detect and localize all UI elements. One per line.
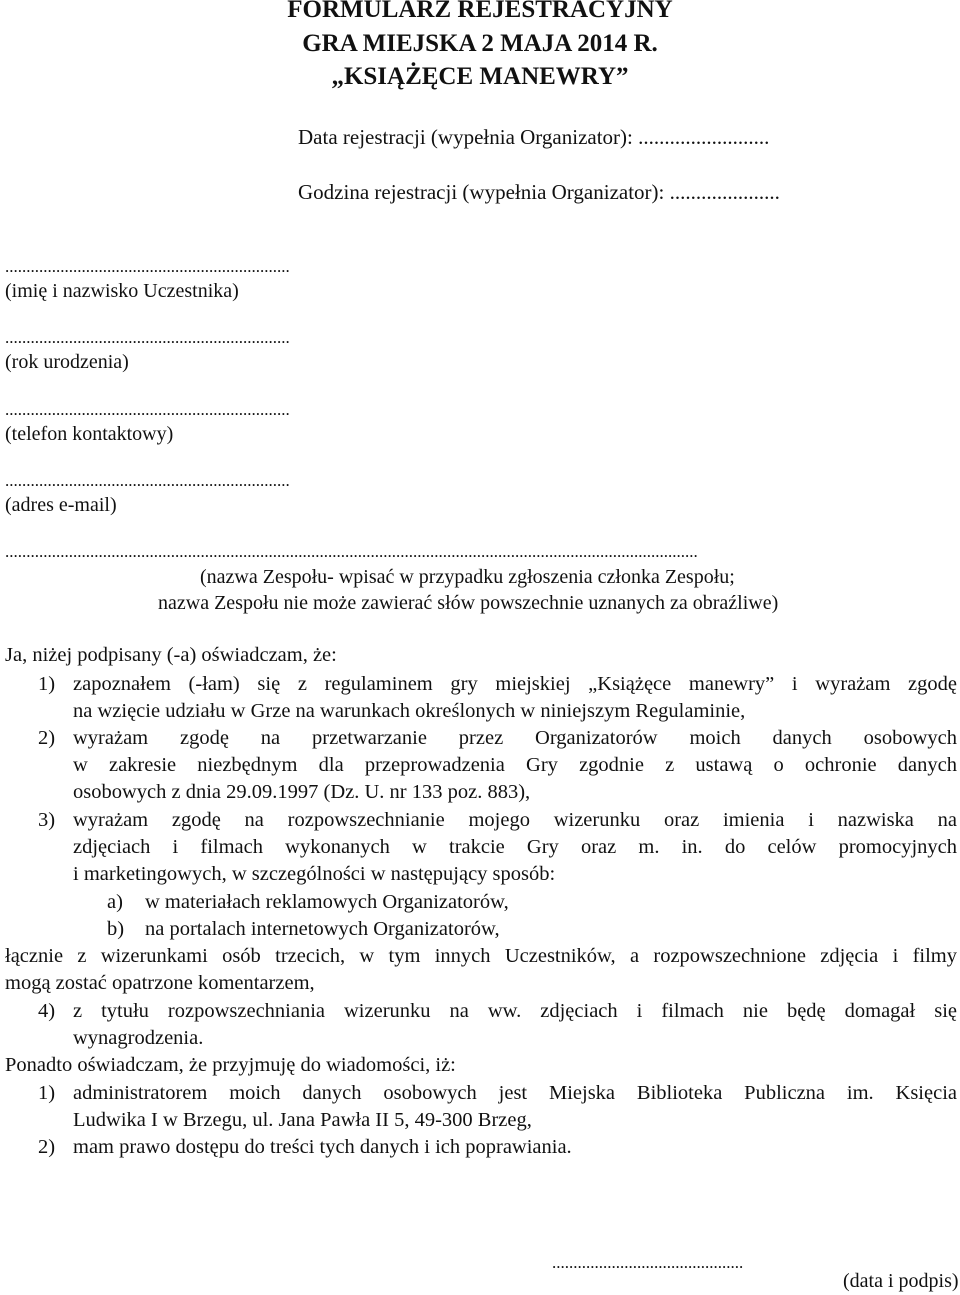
item-3-line3: i marketingowych, w szczególności w następujący sposób: xyxy=(73,863,556,885)
ack-1-line2: Ludwika I w Brzegu, ul. Jana Pawła II 5, 49-300 Brzeg, xyxy=(73,1109,532,1131)
ack-number-1: 1) xyxy=(38,1082,56,1104)
subitem-b-label: b) xyxy=(107,918,125,940)
item-number-3: 3) xyxy=(38,809,56,831)
email-field-dots[interactable]: ................................................................... xyxy=(5,471,290,490)
declaration-intro: Ja, niżej podpisany (-a) oświadczam, że: xyxy=(5,644,337,666)
registration-date-line: Data rejestracji (wypełnia Organizator): ......................... xyxy=(298,125,770,149)
team-field-dots[interactable]: ................................................................................................................................................................... xyxy=(5,542,698,561)
item-1-line1: zapoznałem (-łam) się z regulaminem gry miejskiej „Książęce manewry” i wyrażam zgodę xyxy=(73,673,957,695)
event-title: GRA MIEJSKA 2 MAJA 2014 R. xyxy=(302,30,658,57)
form-title: FORMULARZ REJESTRACYJNY xyxy=(287,0,673,23)
item-3-line1: wyrażam zgodę na rozpowszechnianie mojego wizerunku oraz imienia i nazwiska na xyxy=(73,809,957,831)
ack-2-line1: mam prawo dostępu do treści tych danych i ich poprawiania. xyxy=(73,1136,572,1158)
item-number-2: 2) xyxy=(38,727,56,749)
event-name: „KSIĄŻĘCE MANEWRY” xyxy=(331,63,629,90)
signature-dots[interactable]: ............................................. xyxy=(552,1253,744,1272)
signature-label: (data i podpis) xyxy=(843,1270,959,1292)
item-1-line2: na wzięcie udziału w Grze na warunkach określonych w niniejszym Regulaminie, xyxy=(73,700,746,722)
item-4-line1: z tytułu rozpowszechniania wizerunku na ww. zdjęciach i filmach nie będę domagał się xyxy=(73,1000,957,1022)
email-label: (adres e-mail) xyxy=(5,494,117,516)
phone-field-dots[interactable]: ................................................................... xyxy=(5,400,290,419)
item-2-line2: w zakresie niezbędnym dla przeprowadzenia Gry zgodnie z ustawą o ochronie danych xyxy=(73,754,957,776)
item-4-line2: wynagrodzenia. xyxy=(73,1027,204,1049)
registration-time-line: Godzina rejestracji (wypełnia Organizator): ..................... xyxy=(298,180,780,204)
item-number-1: 1) xyxy=(38,673,56,695)
name-label: (imię i nazwisko Uczestnika) xyxy=(5,280,239,302)
ack-1-line1: administratorem moich danych osobowych jest Miejska Biblioteka Publiczna im. Księcia xyxy=(73,1082,957,1104)
item-2-line3: osobowych z dnia 29.09.1997 (Dz. U. nr 133 poz. 883), xyxy=(73,781,531,803)
acknowledgement-intro: Ponadto oświadczam, że przyjmuję do wiadomości, iż: xyxy=(5,1054,456,1076)
birth-year-label: (rok urodzenia) xyxy=(5,351,129,373)
phone-label: (telefon kontaktowy) xyxy=(5,423,174,445)
item-2-line1: wyrażam zgodę na przetwarzanie przez Organizatorów moich danych osobowych xyxy=(73,727,957,749)
team-label-line2: nazwa Zespołu nie może zawierać słów powszechnie uznanych za obraźliwe) xyxy=(158,592,779,614)
subitem-a-text: w materiałach reklamowych Organizatorów, xyxy=(145,891,509,913)
team-label-line1: (nazwa Zespołu- wpisać w przypadku zgłoszenia członka Zespołu; xyxy=(200,566,735,588)
joint-consent-line1: łącznie z wizerunkami osób trzecich, w tym innych Uczestników, a rozpowszechnione zdjęcia i filmy xyxy=(5,945,957,967)
name-field-dots[interactable]: ................................................................... xyxy=(5,257,290,276)
subitem-a-label: a) xyxy=(107,891,123,913)
item-3-line2: zdjęciach i filmach wykonanych w trakcie Gry oraz m. in. do celów promocyjnych xyxy=(73,836,957,858)
joint-consent-line2: mogą zostać opatrzone komentarzem, xyxy=(5,972,315,994)
ack-number-2: 2) xyxy=(38,1136,56,1158)
item-number-4: 4) xyxy=(38,1000,56,1022)
birth-year-field-dots[interactable]: ................................................................... xyxy=(5,328,290,347)
subitem-b-text: na portalach internetowych Organizatorów, xyxy=(145,918,500,940)
